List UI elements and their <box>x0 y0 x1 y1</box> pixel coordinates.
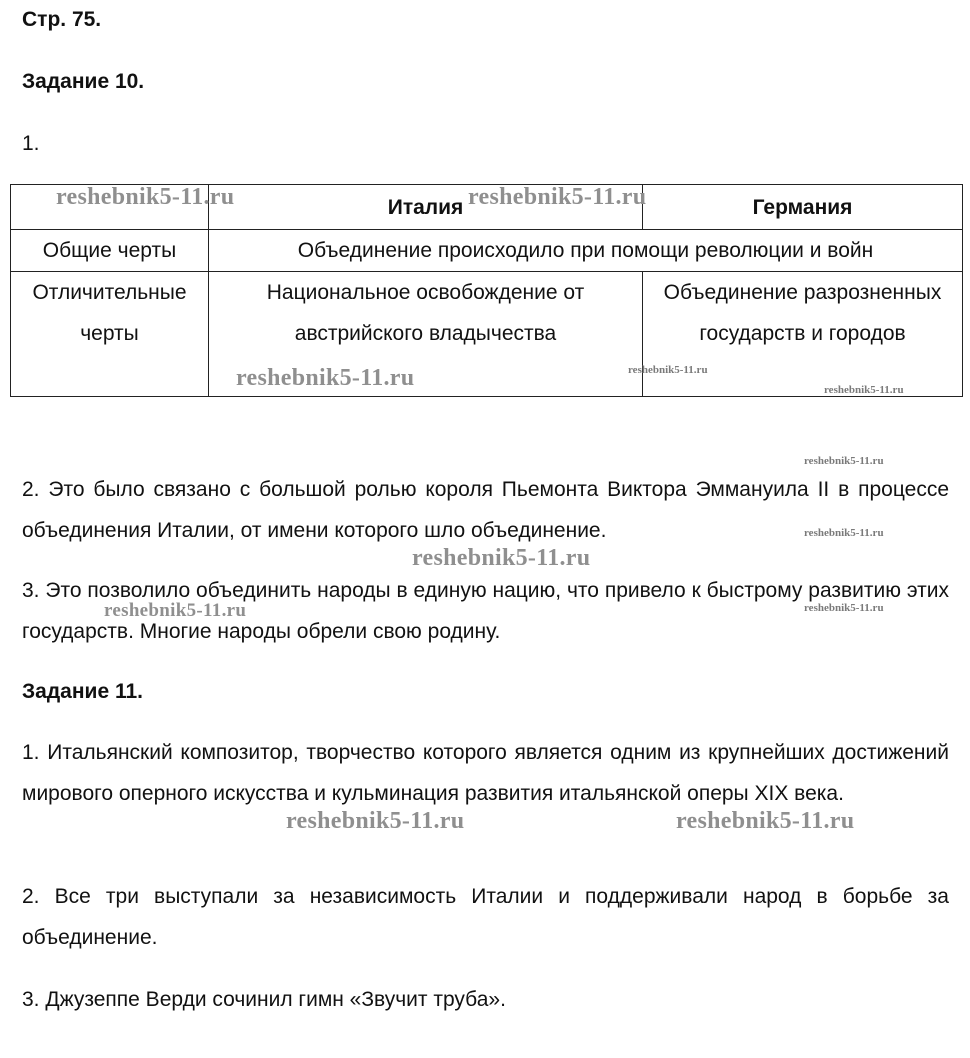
table-header-germany: Германия <box>643 185 963 230</box>
watermark: reshebnik5-11.ru <box>56 184 235 210</box>
watermark: reshebnik5-11.ru <box>468 184 647 210</box>
task10-item3: 3. Это позволило объединить народы в единую нацию, что привело к быстрому развитию этих государств. Многие народы обрели свою родину. <box>22 579 949 643</box>
table-cell-common-value: Объединение происходило при помощи революции и войн <box>209 230 963 272</box>
watermark: reshebnik5-11.ru <box>824 384 904 396</box>
table-cell-diff-italy: Национальное освобождение от австрийского владычества <box>209 272 643 397</box>
watermark: reshebnik5-11.ru <box>628 364 708 376</box>
task10-item1-label: 1. <box>22 132 40 155</box>
table-cell-common-label: Общие черты <box>11 230 209 272</box>
comparison-table <box>10 184 963 397</box>
page-label: Стр. 75. <box>22 8 102 31</box>
task11-heading: Задание 11. <box>22 680 143 703</box>
task11-item3: 3. Джузеппе Верди сочинил гимн «Звучит труба». <box>22 988 506 1011</box>
table-row-diff <box>11 272 963 397</box>
table-header-italy: Италия <box>209 185 643 230</box>
watermark: reshebnik5-11.ru <box>412 545 591 571</box>
watermark: reshebnik5-11.ru <box>286 808 465 834</box>
watermark: reshebnik5-11.ru <box>104 600 247 621</box>
task11-item1: 1. Итальянский композитор, творчество которого является одним из крупнейших достижений мирового оперного искусства и кульминация развития итальянской оперы XIX века. <box>22 741 949 805</box>
task11-item2: 2. Все три выступали за независимость Италии и поддерживали народ в борьбе за объединение. <box>22 885 949 949</box>
table-row-common <box>11 230 963 272</box>
table-cell-diff-germany: Объединение разрозненных государств и городов <box>643 272 963 397</box>
watermark: reshebnik5-11.ru <box>804 602 884 614</box>
watermark: reshebnik5-11.ru <box>676 808 855 834</box>
watermark: reshebnik5-11.ru <box>236 365 415 391</box>
table-cell-diff-label: Отличительные черты <box>11 272 209 397</box>
watermark: reshebnik5-11.ru <box>804 527 884 539</box>
watermark: reshebnik5-11.ru <box>804 455 884 467</box>
task10-heading: Задание 10. <box>22 70 145 93</box>
task10-item2: 2. Это было связано с большой ролью короля Пьемонта Виктора Эммануила II в процессе объединения Италии, от имени которого шло объединение. <box>22 478 949 542</box>
